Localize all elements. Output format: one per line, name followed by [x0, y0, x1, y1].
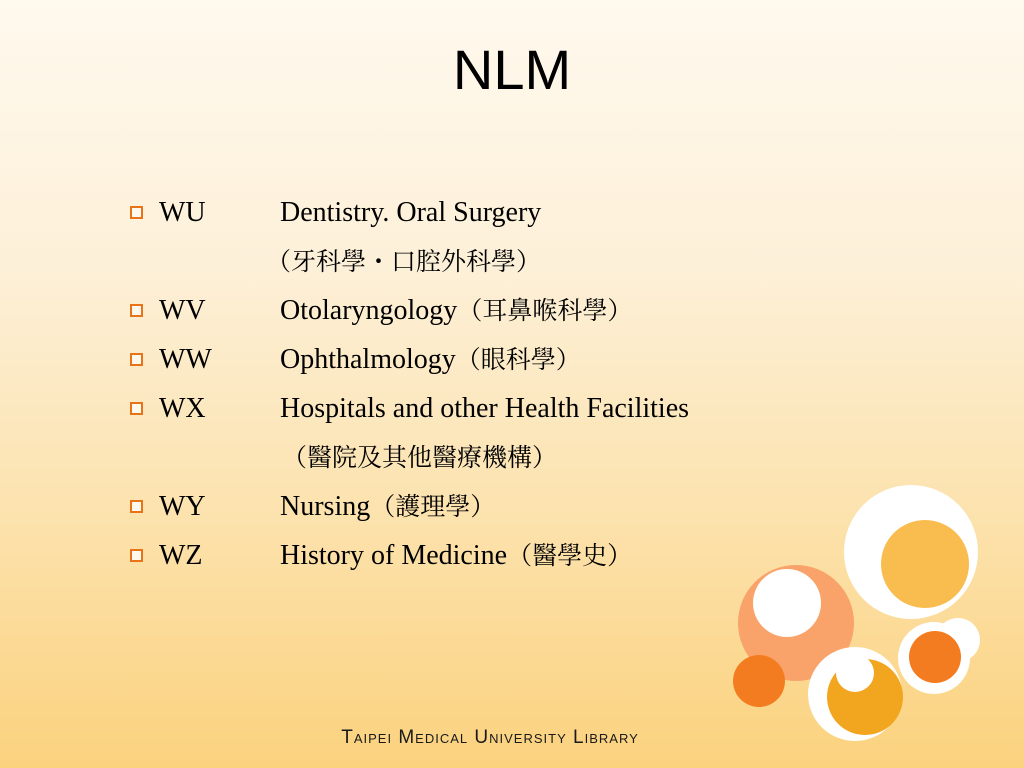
classification-code: WZ	[159, 540, 203, 571]
circle-decoration	[733, 655, 785, 707]
classification-description-zh: （牙科學・口腔外科學）	[266, 247, 542, 276]
classification-description: Ophthalmology（眼科學）	[280, 344, 581, 375]
classification-description: History of Medicine（醫學史）	[280, 540, 633, 571]
footer-library-name: Taipei Medical University Library	[341, 727, 639, 748]
circle-decoration	[909, 631, 961, 683]
classification-code: WW	[159, 344, 212, 375]
classification-description: Nursing（護理學）	[280, 491, 496, 522]
classification-code: WX	[159, 393, 206, 424]
circle-decoration	[753, 569, 821, 637]
classification-description: Otolaryngology（耳鼻喉科學）	[280, 295, 633, 326]
classification-description: Dentistry. Oral Surgery	[280, 197, 542, 228]
classification-code: WV	[159, 295, 206, 326]
classification-description-zh: （醫院及其他醫療機構）	[282, 443, 558, 472]
classification-code: WY	[159, 491, 206, 522]
classification-description: Hospitals and other Health Facilities	[280, 393, 690, 424]
circle-decoration	[881, 520, 969, 608]
slide-title: NLM	[452, 38, 572, 101]
circle-decoration	[836, 654, 874, 692]
classification-code: WU	[159, 197, 206, 228]
